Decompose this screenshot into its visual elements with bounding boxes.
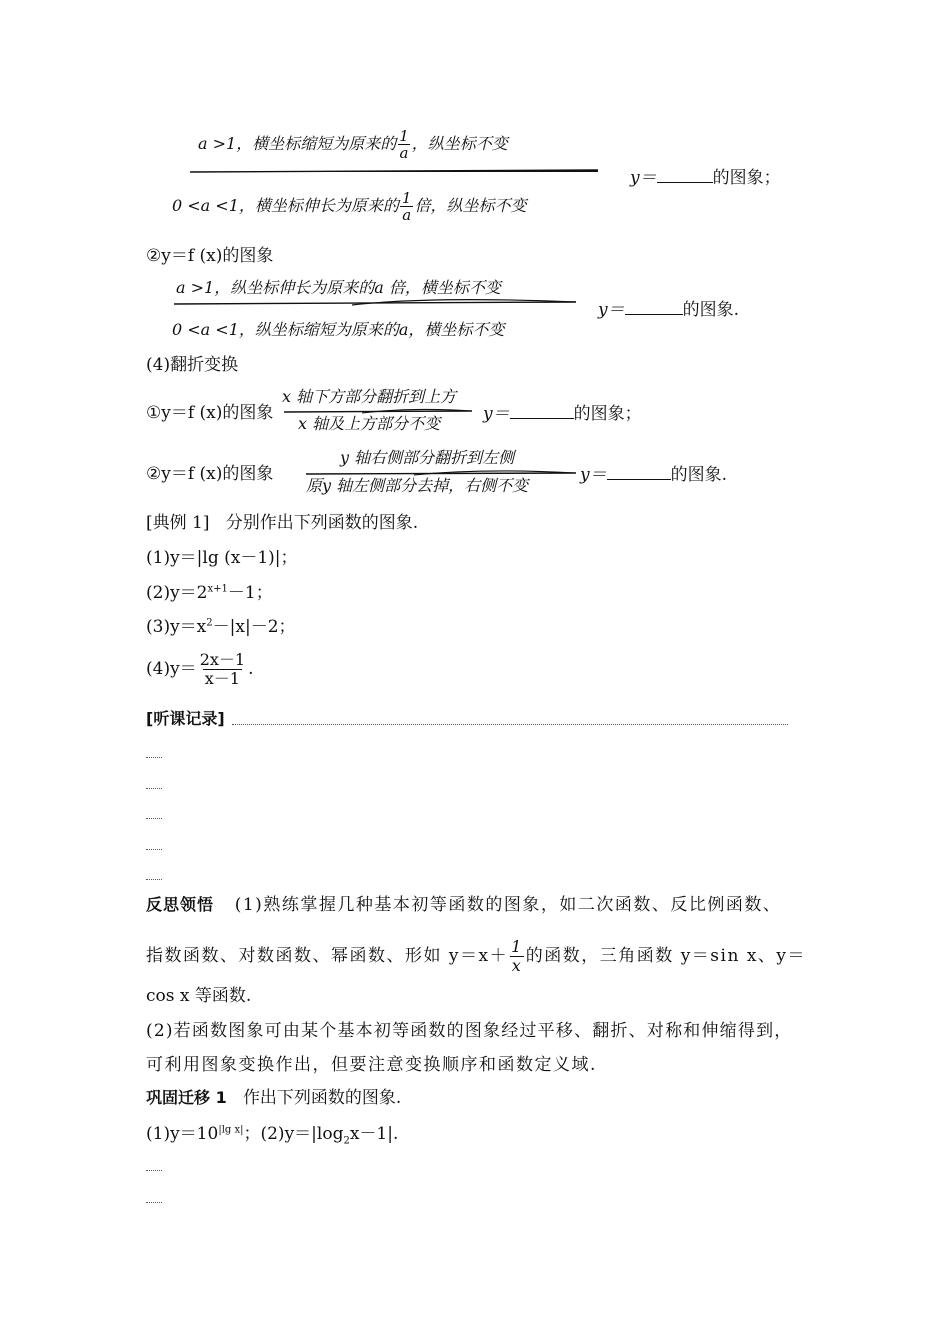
notes-line[interactable]: [146, 788, 162, 789]
flip-item1-result: y＝ 的图象；: [483, 404, 642, 424]
scale-y-label: ②y＝f (x)的图象: [146, 246, 274, 266]
answer-line[interactable]: [146, 1170, 162, 1171]
reflection-line-3: cos x 等函数.: [146, 986, 252, 1006]
example-question-2: $(2)y=2^{x+1}-1$；: [146, 583, 273, 603]
flip-item2-label: ②y＝f (x)的图象: [146, 464, 274, 484]
notes-line[interactable]: [232, 724, 788, 725]
flip-heading: (4)翻折变换: [146, 355, 239, 375]
example-question-3: $(3)y=x^2-|x|-2$；: [146, 617, 296, 637]
answer-line[interactable]: [146, 1202, 162, 1203]
scale-x-condition-a-lt-1: 0 <a <1，横坐标伸长为原来的 $\frac{1}{a}$ 倍，纵坐标不变: [172, 189, 527, 224]
answer-blank[interactable]: [625, 298, 683, 315]
flip-item1-label: ①y＝f (x)的图象: [146, 403, 274, 423]
fraction-1-over-a: $\frac{1}{a}$: [399, 127, 409, 162]
scale-x-condition-a-gt-1: a >1，横坐标缩短为原来的 $\frac{1}{a}$ ，纵坐标不变: [198, 127, 508, 162]
scale-x-result: y＝ 的图象；: [630, 168, 781, 188]
practice-question: $(1)y=10^{|lg x|}$；$(2)y=|\log_2x-1|$.: [146, 1124, 399, 1147]
notes-line[interactable]: [146, 818, 162, 819]
flip-item1-top: x 轴下方部分翻折到上方: [282, 387, 457, 406]
scale-y-condition-a-gt-1: a >1，纵坐标伸长为原来的a 倍，横坐标不变: [176, 278, 501, 297]
practice-heading: 巩固迁移 1 作出下列函数的图象.: [146, 1088, 402, 1108]
reflection-line-4: (2)若函数图象可由某个基本初等函数的图象经过平移、翻折、对称和伸缩得到，: [146, 1021, 793, 1041]
reflection-heading: 反思领悟: [146, 895, 215, 914]
example-question-4: (4)y＝ $\frac{2x-1}{x-1}$ .: [146, 650, 254, 688]
reflection-line-1: 反思领悟 (1)熟练掌握几种基本初等函数的图象，如二次函数、反比例函数、: [146, 895, 782, 915]
fraction: $\frac{2x-1}{x-1}$: [199, 650, 246, 688]
reflection-line-2: 指数函数、对数函数、幂函数、形如 y＝x＋ $\frac{1}{x}$ 的函数，三角函数 y＝sin x、y＝: [146, 937, 807, 975]
example-heading: [典例 1] 分别作出下列函数的图象.: [146, 513, 419, 533]
reflection-line-5: 可利用图象变换作出，但要注意变换顺序和函数定义域.: [146, 1055, 597, 1075]
example-question-1: (1)y＝|lg (x－1)|；: [146, 548, 298, 568]
answer-blank[interactable]: [657, 166, 713, 183]
answer-blank[interactable]: [607, 463, 671, 480]
flip-item1-bottom: x 轴及上方部分不变: [298, 414, 441, 433]
notes-line[interactable]: [146, 849, 162, 850]
answer-blank[interactable]: [510, 402, 574, 419]
scale-y-arrow: [172, 298, 584, 310]
flip-item2-top: y 轴右侧部分翻折到左侧: [340, 448, 515, 467]
notes-line[interactable]: [146, 757, 162, 758]
fraction-1-over-a: $\frac{1}{a}$: [401, 189, 412, 224]
flip-item2-result: y＝ 的图象.: [580, 465, 728, 485]
scale-y-result: y＝ 的图象.: [598, 300, 740, 320]
scale-y-condition-a-lt-1: 0 <a <1，纵坐标缩短为原来的a，横坐标不变: [172, 320, 505, 339]
scale-x-arrow: [188, 166, 608, 178]
flip-item2-bottom: 原y 轴左侧部分去掉，右侧不变: [306, 476, 529, 495]
fraction-1-over-x: $\frac{1}{x}$: [511, 937, 523, 975]
notes-heading: [听课记录]: [146, 709, 225, 728]
notes-line[interactable]: [146, 879, 162, 880]
